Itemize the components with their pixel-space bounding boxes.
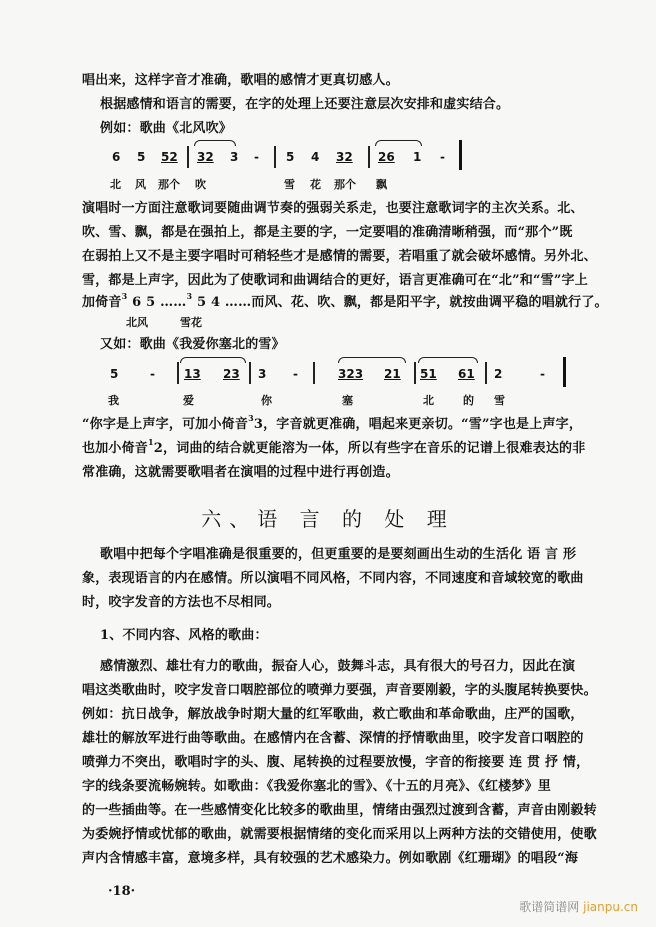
- lyric: 北: [423, 394, 434, 407]
- slur: [338, 357, 406, 363]
- note: 52: [161, 150, 178, 164]
- note: 3: [258, 367, 267, 381]
- lyric: 吹: [195, 178, 206, 191]
- note: -: [540, 367, 545, 381]
- section-heading: 六、语 言 的 处 理: [201, 507, 455, 531]
- text-line: 雪，都是上声字，因此为了使歌词和曲调结合的更好，语言更准确可在“北”和“雪”字上: [82, 273, 588, 288]
- text-line: 的一些插曲等。在一些感情变化比较多的歌曲里，情绪由强烈过渡到含蓄，声音由刚毅转: [82, 803, 597, 818]
- bar-line: [414, 362, 416, 384]
- lyric: 北风: [126, 316, 148, 329]
- text: 3，字音就更准确，唱起来更亲切。“雪”字也是上声字，: [253, 417, 583, 432]
- note: 1: [413, 150, 422, 164]
- lyric: 北: [110, 178, 121, 191]
- slur: [418, 357, 478, 363]
- lyric: 那个: [334, 178, 356, 191]
- note: 21: [384, 367, 401, 381]
- note: -: [150, 367, 155, 381]
- text-line: 时，咬字发音的方法也不尽相同。: [82, 595, 281, 610]
- lyric: 那个: [158, 178, 180, 191]
- lyric: 你: [261, 394, 272, 407]
- text: 也加小倚音: [82, 441, 149, 456]
- bar-line: [177, 362, 179, 384]
- page-number: ·18·: [108, 884, 136, 899]
- text-line: 歌唱中把每个字唱准确是很重要的，但更重要的是要刻画出生动的生活化 语 言 形: [100, 547, 577, 562]
- grace-note: 3: [121, 291, 128, 301]
- text-line: 演唱时一方面注意歌词要随曲调节奏的强弱关系走，也要注意歌词字的主次关系。北、: [82, 201, 584, 216]
- note: -: [293, 367, 298, 381]
- text-line: 声内含情感丰富，意境多样，具有较强的艺术感染力。例如歌剧《红珊瑚》的唱段“海: [82, 851, 579, 866]
- watermark-cn: 歌谱简谱网: [519, 900, 580, 914]
- lyric: 雪: [494, 394, 505, 407]
- note: 26: [378, 150, 395, 164]
- end-bar-line: [563, 357, 566, 387]
- grace-note: 3: [248, 413, 254, 423]
- note: 5: [286, 150, 295, 164]
- note: 23: [223, 367, 240, 381]
- text-line: 字的线条要流畅婉转。如歌曲：《我爱你塞北的雪》、《十五的月亮》、《红楼梦》里: [82, 779, 552, 794]
- lyric: 雪: [284, 178, 295, 191]
- end-bar-line: [459, 140, 462, 170]
- bar-line: [274, 146, 276, 168]
- text-line: 又如：歌曲《我爱你塞北的雪》: [100, 337, 285, 352]
- bar-line: [249, 362, 251, 384]
- text: “你字是上声字，可加小倚音: [82, 417, 249, 432]
- note: 323: [338, 367, 364, 381]
- note: -: [440, 150, 445, 164]
- note: 32: [197, 150, 214, 164]
- text: 5 4 ……而风、花、吹、飘，都是阳平字，就按曲调平稳的唱就行了。: [196, 295, 608, 310]
- slur: [194, 140, 236, 146]
- grace-note: 3: [186, 291, 193, 301]
- text-line: 例如：歌曲《北风吹》: [100, 121, 233, 136]
- lyric: 的: [463, 394, 474, 407]
- lyric: 爱: [183, 394, 194, 407]
- text-line: 例如：抗日战争，解放战争时期大量的红军歌曲，救亡歌曲和革命歌曲，庄严的国歌，: [82, 707, 584, 722]
- note: 5: [137, 150, 146, 164]
- text: 6 5 ……: [132, 295, 187, 310]
- text-line: 唱这类歌曲时，咬字发音口咽腔部位的喷弹力要强，声音要刚毅，字的头腹尾转换要快。: [82, 683, 597, 698]
- text: 2，词曲的结合就更能溶为一体，所以有些字在音乐的记谱上很难表达的非: [153, 441, 586, 456]
- note: 61: [458, 367, 475, 381]
- bar-line: [485, 362, 487, 384]
- text-line: 象，表现语言的内在感情。所以演唱不同风格，不同内容，不同速度和音域较宽的歌曲: [82, 571, 584, 586]
- note: -: [254, 150, 259, 164]
- bar-line: [187, 146, 189, 168]
- lyric: 雪花: [180, 316, 202, 329]
- lyric: 风: [135, 178, 146, 191]
- text-line: [82, 291, 608, 312]
- text-line: 常准确，这就需要歌唱者在演唱的过程中进行再创造。: [82, 465, 399, 480]
- note: 32: [336, 150, 353, 164]
- text-line: [82, 413, 583, 434]
- text: 加倚音: [82, 295, 122, 310]
- text-line: 在弱拍上又不是主要字唱时可稍轻些才是感情的需要，若唱重了就会破坏感情。另外北、: [82, 249, 597, 264]
- lyric: 塞: [342, 394, 353, 407]
- text-line: 喷弹力不突出，歌唱时字的头、腹、尾转换的过程要放慢，字音的衔接要 连 贯 抒 情，: [82, 755, 590, 770]
- note: 51: [420, 367, 437, 381]
- lyric: 花: [310, 178, 321, 191]
- note: 2: [494, 367, 503, 381]
- note: 5: [110, 367, 119, 381]
- note: 13: [184, 367, 201, 381]
- note: 4: [311, 150, 320, 164]
- note: 6: [112, 150, 121, 164]
- text-line: 吹、雪、飘，都是在强拍上，都是主要的字，一定要唱的准确清晰稍强，而“那个”既: [82, 225, 573, 240]
- text-line: 根据感情和语言的需要，在字的处理上还要注意层次安排和虚实结合。: [100, 97, 510, 112]
- text-line: 雄壮的解放军进行曲等歌曲。在感情内在含蓄、深情的抒情歌曲里，咬字发音口咽腔的: [82, 731, 584, 746]
- slur: [180, 357, 246, 363]
- bar-line: [313, 362, 315, 384]
- grace-note: 1: [148, 437, 154, 447]
- text-line: 为委婉抒情或忧郁的歌曲，就需要根据情绪的变化而采用以上两种方法的交错使用，使歌: [82, 827, 597, 842]
- lyric: 飘: [376, 178, 387, 191]
- text-line: 感情激烈、雄壮有力的歌曲，振奋人心，鼓舞斗志，具有很大的号召力，因此在演: [100, 659, 576, 674]
- text-line: 唱出来，这样字音才准确，歌唱的感情才更真切感人。: [82, 73, 399, 88]
- text-line: [82, 437, 586, 458]
- note: 3: [230, 150, 239, 164]
- bar-line: [368, 146, 370, 168]
- watermark-en: jianpu.cn: [583, 900, 638, 914]
- lyric: 我: [108, 394, 119, 407]
- subheading: 1、不同内容、风格的歌曲：: [100, 628, 268, 643]
- slur: [375, 140, 422, 146]
- watermark: [519, 898, 638, 915]
